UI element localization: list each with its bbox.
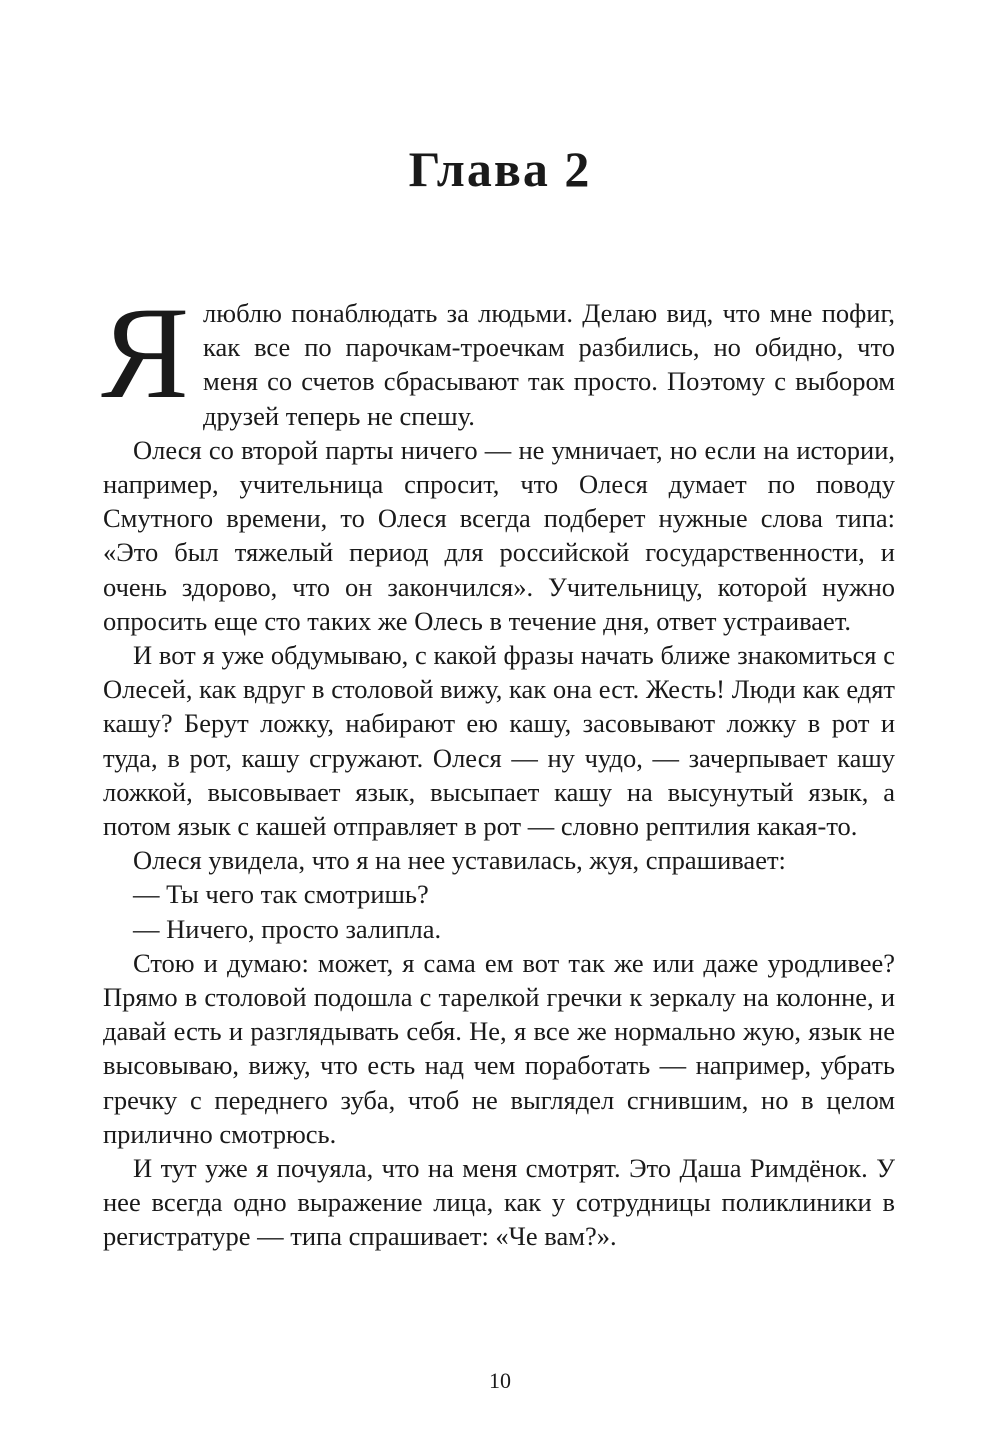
paragraph: И вот я уже обдумываю, с какой фразы начать ближе знакомиться с Олесей, как вдруг в столовой вижу, как она ест. Жесть! Люди как едят кашу? Берут ложку, набирают ею кашу, засовывают ложку в рот и туда, в рот, кашу сгружают. Олеся — ну чудо, — зачерпывает кашу ложкой, высовывает язык, высыпает кашу на высунутый язык, а потом язык с кашей отправляет в рот — словно рептилия какая-то. (103, 640, 895, 842)
first-paragraph (101, 279, 895, 433)
paragraph: Олеся со второй парты ничего — не умничает, но если на истории, например, учительница спросит, что Олеся думает по поводу Смутного времени, то Олеся всегда подберет нужные слова типа: «Это был тяжелый период для российской государственности, и очень здорово, что он закончился». Учительницу, которой нужно опросить еще сто таких же Олесь в течение дня, ответ устраивает. (103, 434, 895, 636)
drop-cap: Я (101, 279, 190, 426)
paragraph: Стою и думаю: может, я сама ем вот так же или даже уродливее? Прямо в столовой подошла с тарелкой гречки к зеркалу на колонне, и давай есть и разглядывать себя. Не, я все же нормально жую, язык не высовываю, вижу, что есть над чем поработать — например, убрать гречку с переднего зуба, чтоб не выглядел сгнившим, но в целом прилично смотрюсь. (103, 947, 895, 1149)
body-text (101, 279, 895, 1254)
dialogue-line: — Ты чего так смотришь? (133, 879, 429, 910)
dialogue-line: — Ничего, просто залипла. (133, 913, 442, 944)
paragraph: Олеся увидела, что я на нее уставилась, жуя, спрашивает: (133, 845, 786, 876)
page-number: 10 (489, 1368, 511, 1393)
first-paragraph-text: люблю понаблюдать за людьми. Делаю вид, что мне пофиг, как все по парочкам-троечкам разбились, но обидно, что меня со счетов сбрасывают так просто. Поэтому с выбором друзей теперь не спешу. (203, 298, 895, 431)
paragraph: И тут уже я почуяла, что на меня смотрят. Это Даша Римдёнок. У нее всегда одно выражение лица, как у сотрудницы поликлиники в регистратуре — типа спрашивает: «Че вам?». (103, 1153, 895, 1252)
chapter-title: Глава 2 (408, 141, 592, 197)
